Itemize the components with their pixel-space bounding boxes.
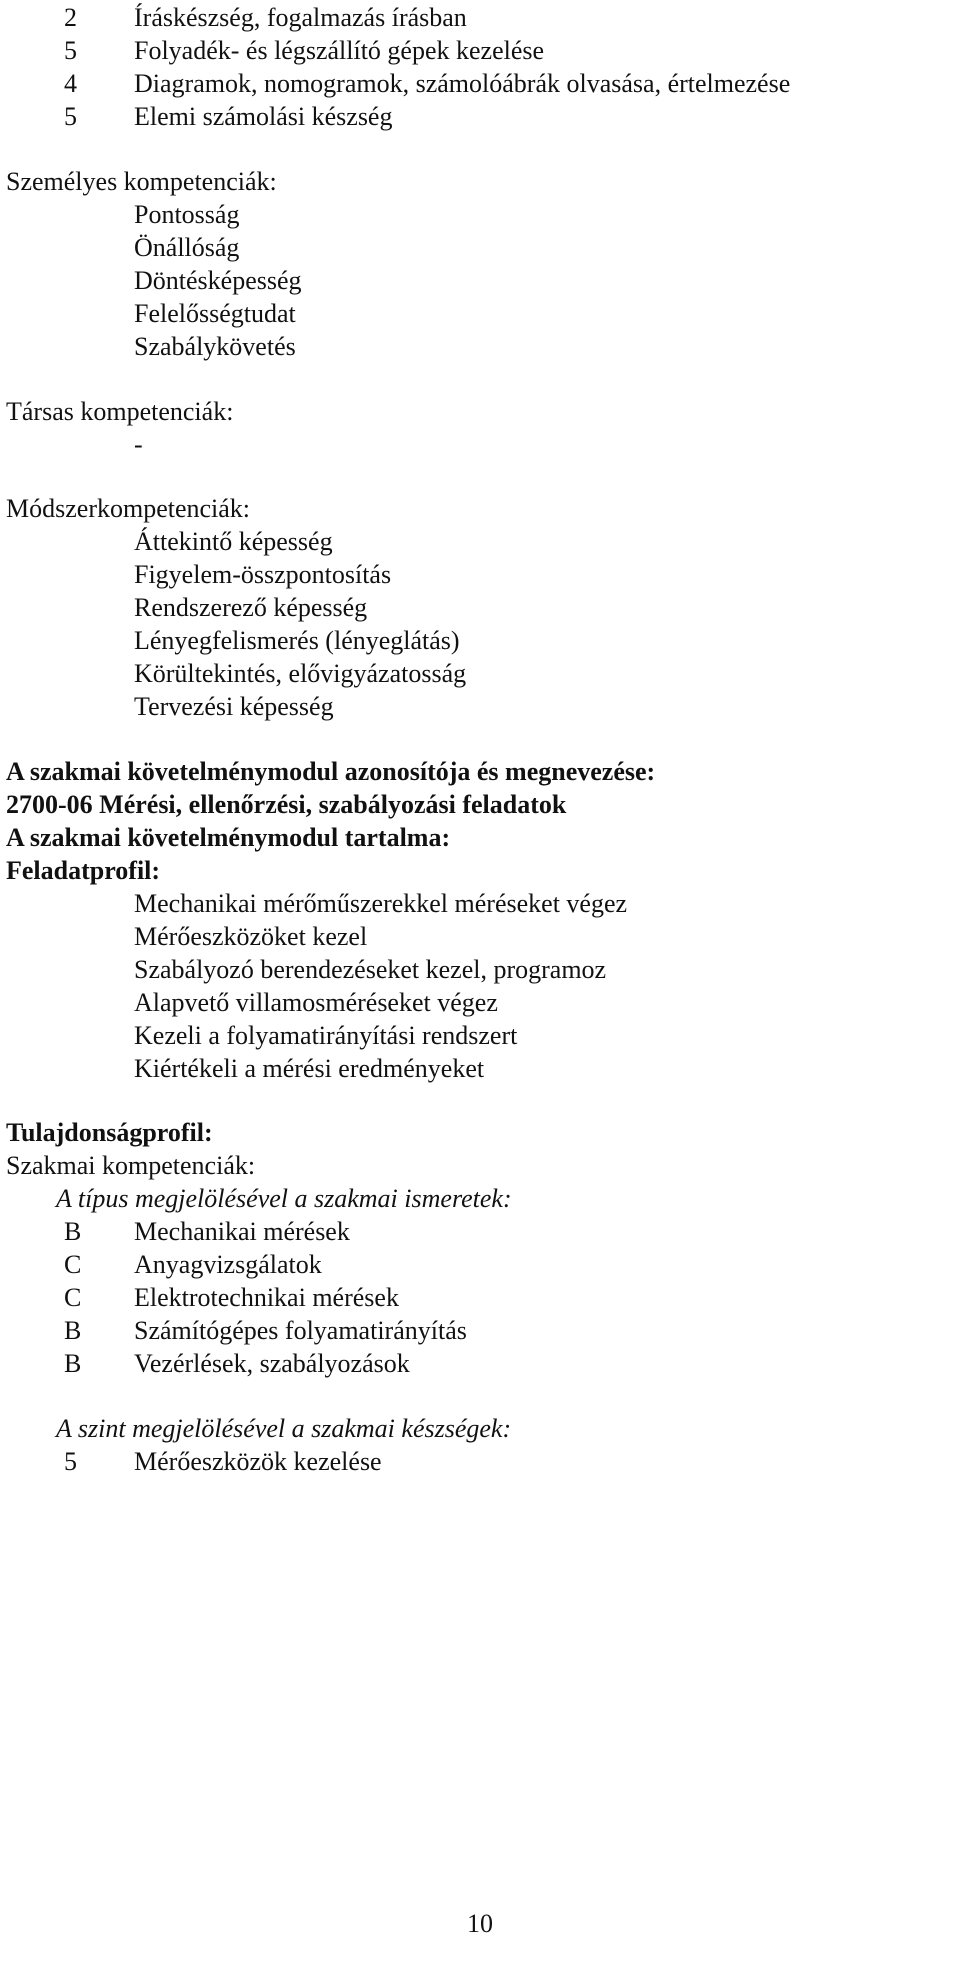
skill-text: Mérőeszközök kezelése [134,1447,382,1476]
skill-level: 4 [64,69,77,98]
skill-text: Íráskészség, fogalmazás írásban [134,3,467,32]
skill-level: 2 [64,3,77,32]
knowledge-text: Vezérlések, szabályozások [134,1349,410,1378]
list-item: Szabályozó berendezéseket kezel, programoz [134,955,607,984]
skill-text: Folyadék- és légszállító gépek kezelése [134,36,545,65]
list-item: Tervezési képesség [134,692,334,721]
list-item: - [134,430,143,459]
skill-text: Elemi számolási készség [134,102,393,131]
knowledge-text: Elektrotechnikai mérések [134,1283,399,1312]
list-item: Felelősségtudat [134,299,296,328]
social-competences-heading: Társas kompetenciák: [6,397,234,426]
list-item: Alapvető villamosméréseket végez [134,988,498,1017]
list-item: Döntésképesség [134,266,302,295]
knowledge-type: C [64,1250,82,1279]
page-number: 10 [467,1909,493,1938]
task-profile-heading: Feladatprofil: [6,856,161,885]
knowledge-text: Mechanikai mérések [134,1217,350,1246]
list-item: Mechanikai mérőműszerekkel méréseket végez [134,889,628,918]
list-item: Áttekintő képesség [134,527,333,556]
list-item: Kezeli a folyamatirányítási rendszert [134,1021,518,1050]
knowledge-type: C [64,1283,82,1312]
list-item: Mérőeszközöket kezel [134,922,368,951]
module-id-heading: A szakmai követelménymodul azonosítója és megnevezése: [6,757,656,786]
module-id-value: 2700-06 Mérési, ellenőrzési, szabályozási feladatok [6,790,567,819]
list-item: Rendszerező képesség [134,593,368,622]
list-item: Körültekintés, elővigyázatosság [134,659,467,688]
list-item: Pontosság [134,200,240,229]
knowledge-type: B [64,1316,82,1345]
list-item: Figyelem-összpontosítás [134,560,392,589]
skill-level: 5 [64,36,77,65]
skill-text: Diagramok, nomogramok, számolóábrák olvasása, értelmezése [134,69,791,98]
skills-intro: A szint megjelölésével a szakmai készségek: [56,1414,512,1443]
list-item: Önállóság [134,233,240,262]
professional-competences-heading: Szakmai kompetenciák: [6,1151,256,1180]
knowledge-intro: A típus megjelölésével a szakmai ismeretek: [56,1184,512,1213]
skill-level: 5 [64,102,77,131]
personal-competences-heading: Személyes kompetenciák: [6,167,277,196]
list-item: Szabálykövetés [134,332,296,361]
skill-level: 5 [64,1447,77,1476]
module-content-heading: A szakmai követelménymodul tartalma: [6,823,451,852]
list-item: Kiértékeli a mérési eredményeket [134,1054,485,1083]
knowledge-text: Anyagvizsgálatok [134,1250,322,1279]
knowledge-type: B [64,1217,82,1246]
property-profile-heading: Tulajdonságprofil: [6,1118,213,1147]
method-competences-heading: Módszerkompetenciák: [6,494,251,523]
knowledge-text: Számítógépes folyamatirányítás [134,1316,467,1345]
knowledge-type: B [64,1349,82,1378]
list-item: Lényegfelismerés (lényeglátás) [134,626,460,655]
